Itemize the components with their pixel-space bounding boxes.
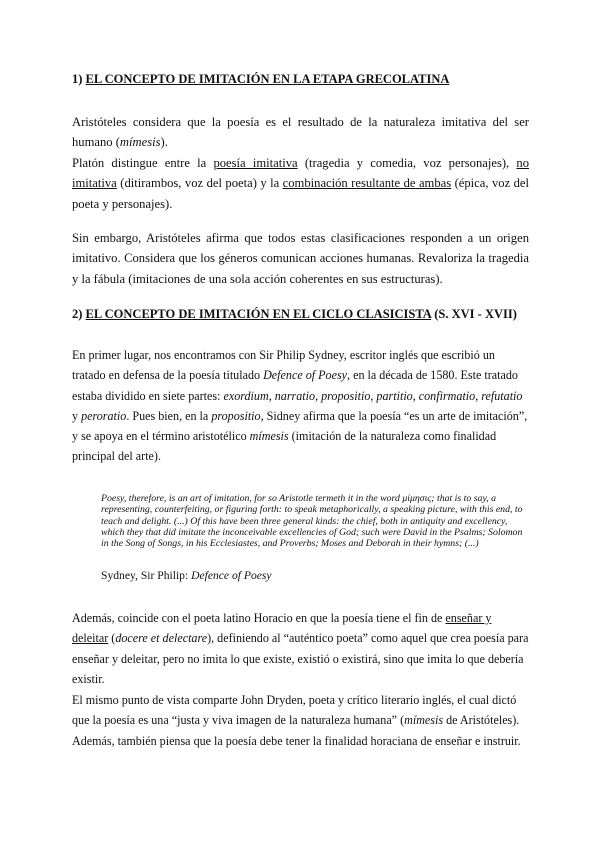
section-title: EL CONCEPTO DE IMITACIÓN EN EL CICLO CLASICISTA xyxy=(85,307,432,321)
latin-phrase: docere et delectare xyxy=(115,631,208,646)
section-1-heading xyxy=(72,72,449,87)
emphasis: mímesis xyxy=(404,713,444,728)
emphasis: propositio xyxy=(211,408,261,423)
book-title: Defence of Poesy xyxy=(263,368,348,383)
emphasis: mímesis xyxy=(119,135,161,150)
paragraph: El mismo punto de vista comparte John Dryden, poeta y crítico literario inglés, el cual dictó que la poesía es una “justa y viva imagen de la naturaleza humana” (mímesis de Aristóteles). Además, también piensa que la poesía debe tener la finalidad horaciana de enseñar e instruir. xyxy=(72,693,521,748)
emphasis: exordium, narratio, propositio, partitio, confirmatio, refutatio xyxy=(223,388,523,403)
underlined-term: no imitativa xyxy=(72,156,529,191)
paragraph: Aristóteles considera que la poesía es el resultado de la naturaleza imitativa del ser humano (mímesis). xyxy=(72,115,529,150)
section-2-heading xyxy=(72,307,517,322)
paragraph: Platón distingue entre la poesía imitativa (tragedia y comedia, voz personajes), no imitativa (ditirambos, voz del poeta) y la combinación resultante de ambas (épica, voz del poeta y personajes). xyxy=(72,156,530,211)
section-dates: (S. XVI - XVII) xyxy=(431,307,517,321)
book-title: Defence of Poesy xyxy=(191,569,272,582)
underlined-term: combinación resultante de ambas xyxy=(282,176,452,191)
block-quote: Poesy, therefore, is an art of imitation, for so Aristotle termeth it in the word μίμησις; that is to say, a representing, counterfeiting, or figuring forth: to speak metaphorically, a speaking picture, with this end, to teach and delight. (...) Of this have been three general kinds: the chief, both in antiquity and excellency, which they that did imitate the inconceivable excellencies of God; such were David in the Psalms; Solomon in the Song of Songs, in his Ecclesiastes, and Proverbs; Moses and Deborah in their hymns; (...) xyxy=(101,493,523,550)
emphasis: mímesis xyxy=(249,429,289,444)
quote-attribution: Sydney, Sir Philip: Defence of Poesy xyxy=(101,569,272,582)
section-title: EL CONCEPTO DE IMITACIÓN EN LA ETAPA GRECOLATINA xyxy=(85,72,450,86)
paragraph: Además, coincide con el poeta latino Horacio en que la poesía tiene el fin de enseñar y deleitar (docere et delectare), definiendo al “auténtico poeta” como aquel que crea poesía para enseñar y deleitar, pero no imita lo que existe, existió o existirá, sino que imita lo que debería existir. xyxy=(72,611,529,686)
section-number: 2) xyxy=(72,307,86,321)
emphasis: peroratio xyxy=(81,408,127,423)
paragraph: Sin embargo, Aristóteles afirma que todos estas clasificaciones responden a un origen imitativo. Considera que los géneros comunican acciones humanas. Revaloriza la tragedia y la fábula (imitaciones de una sola acción coherentes en sus estructuras). xyxy=(72,231,529,286)
underlined-term: enseñar y deleitar xyxy=(72,611,492,646)
underlined-term: poesía imitativa xyxy=(213,156,298,170)
paragraph: En primer lugar, nos encontramos con Sir Philip Sydney, escritor inglés que escribió un tratado en defensa de la poesía titulado Defence of Poesy, en la década de 1580. Este tratado estaba dividido en siete partes: exordium, narratio, propositio, partitio, confirmatio, refutatio y peroratio. Pues bien, en la propositio, Sidney afirma que la poesía “es un arte de imitación”, y se apoya en el término aristotélico mímesis (imitación de la naturaleza como finalidad principal del arte). xyxy=(72,348,528,464)
section-number: 1) xyxy=(72,72,86,86)
